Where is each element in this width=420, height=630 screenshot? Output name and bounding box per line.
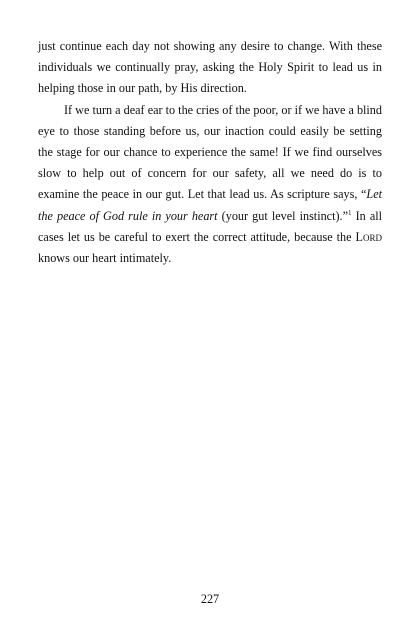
paragraph-2-continuation: In all cases let us be careful to exert the correct attitude, because the bbox=[38, 208, 383, 244]
quote-gloss: (your gut level instinct).” bbox=[217, 208, 348, 223]
scripture-quote: Let the peace of God rule in your heart bbox=[38, 187, 382, 223]
paragraph-2-text: If we turn a deaf ear to the cries of the poor, or if we have a blind eye to those standing before us, our inaction could easily be setting the stage for our chance to experience the same! If we find ourselves slow to help out of concern for our safety, all we need do is to examine the peace in our gut. Let that lead us. As scripture says, “ bbox=[38, 102, 382, 202]
lord-small-caps: Lord bbox=[355, 229, 382, 244]
page-number: 227 bbox=[200, 592, 220, 606]
paragraph-2-end: knows our heart intimately. bbox=[38, 251, 172, 266]
body-text bbox=[38, 36, 382, 269]
footnote-marker: 1 bbox=[348, 208, 352, 217]
paragraph-1: just continue each day not showing any desire to change. With these individuals we continually pray, asking the Holy Spirit to lead us in helping those in our path, by His direction. bbox=[38, 39, 382, 96]
paragraph-2 bbox=[38, 100, 382, 270]
